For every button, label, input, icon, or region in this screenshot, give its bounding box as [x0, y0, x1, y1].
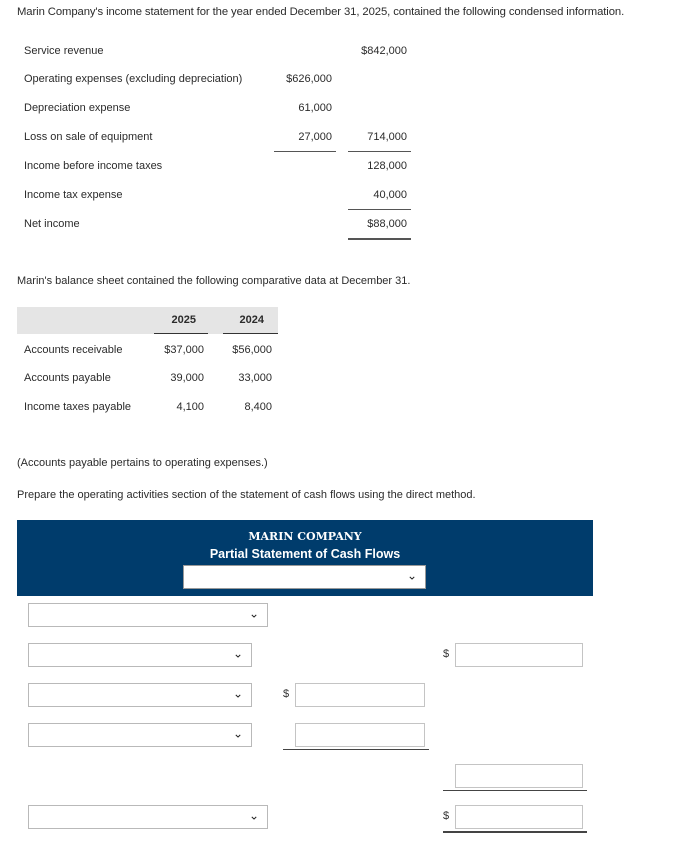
total-double-rule [443, 831, 587, 833]
net-income-label: Net income [24, 218, 80, 230]
chevron-down-icon: ⌄ [232, 646, 243, 661]
expenses-underline [274, 151, 336, 152]
chevron-down-icon: ⌄ [248, 808, 259, 823]
subtotal-rule [443, 790, 587, 791]
line-item-select[interactable] [28, 683, 252, 707]
table-cell-2025: 39,000 [170, 372, 204, 384]
service-revenue-value: $842,000 [361, 45, 407, 57]
line-item-select[interactable] [28, 603, 268, 627]
chevron-down-icon: ⌄ [232, 686, 243, 701]
amount-input[interactable] [295, 683, 425, 707]
loss-label: Loss on sale of equipment [24, 131, 153, 143]
dollar-sign: $ [443, 648, 450, 660]
dollar-sign: $ [283, 688, 290, 700]
amount-input[interactable] [455, 764, 583, 788]
net-income-value: $88,000 [367, 218, 407, 230]
depreciation-label: Depreciation expense [24, 102, 131, 114]
period-select[interactable] [183, 565, 426, 589]
col-2024-header: 2024 [239, 314, 264, 326]
line-item-select[interactable] [28, 805, 268, 829]
chevron-down-icon: ⌄ [248, 606, 259, 621]
tax-expense-value: 40,000 [373, 189, 407, 201]
tax-underline [348, 209, 411, 210]
loss-value: 27,000 [298, 131, 332, 143]
table-row-label: Accounts payable [24, 372, 111, 384]
opex-value: $626,000 [286, 73, 332, 85]
balance-intro-text: Marin's balance sheet contained the following comparative data at December 31. [17, 275, 411, 287]
total-expenses-underline [348, 151, 411, 152]
table-cell-2024: 8,400 [244, 401, 272, 413]
tax-expense-label: Income tax expense [24, 189, 123, 201]
line-item-select[interactable] [28, 723, 252, 747]
chevron-down-icon: ⌄ [406, 568, 417, 583]
instruction-text: Prepare the operating activities section of the statement of cash flows using the direct method. [17, 489, 476, 501]
company-name: MARIN COMPANY [248, 530, 362, 543]
table-cell-2025: $37,000 [164, 344, 204, 356]
statement-title: Partial Statement of Cash Flows [209, 547, 401, 561]
intro-text: Marin Company's income statement for the year ended December 31, 2025, contained the following condensed information. [17, 6, 625, 18]
depreciation-value: 61,000 [298, 102, 332, 114]
amount-input[interactable] [295, 723, 425, 747]
table-row-label: Income taxes payable [24, 401, 132, 413]
table-cell-2025: 4,100 [176, 401, 204, 413]
table-cell-2024: 33,000 [238, 372, 272, 384]
service-revenue-label: Service revenue [24, 45, 104, 57]
opex-label: Operating expenses (excluding depreciation) [24, 73, 243, 85]
income-before-tax-label: Income before income taxes [24, 160, 163, 172]
income-before-tax-value: 128,000 [367, 160, 407, 172]
col-2025-underline [154, 333, 208, 334]
amount-input[interactable] [455, 643, 583, 667]
note-text: (Accounts payable pertains to operating expenses.) [17, 457, 268, 469]
subtotal-rule [283, 749, 429, 750]
col-2024-underline [223, 333, 278, 334]
line-item-select[interactable] [28, 643, 252, 667]
dollar-sign: $ [443, 810, 450, 822]
total-expenses-value: 714,000 [367, 131, 407, 143]
table-cell-2024: $56,000 [232, 344, 272, 356]
chevron-down-icon: ⌄ [232, 726, 243, 741]
table-row-label: Accounts receivable [24, 344, 123, 356]
amount-input[interactable] [455, 805, 583, 829]
col-2025-header: 2025 [171, 314, 196, 326]
net-income-double-underline [348, 238, 411, 240]
